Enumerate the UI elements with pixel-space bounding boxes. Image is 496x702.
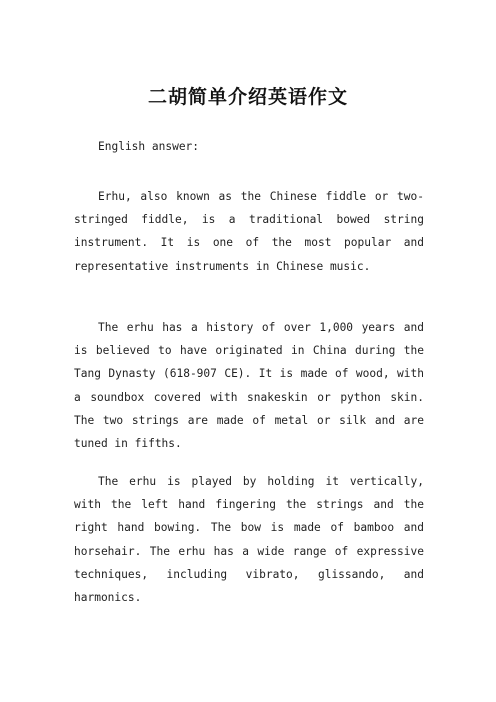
paragraph-history: The erhu has a history of over 1,000 years and is believed to have originated in China during the Tang Dynasty (618-907 CE). It is made of wood, with a soundbox covered with snakeskin or python skin. The two strings are made of metal or silk and are tuned in fifths.	[74, 321, 424, 451]
document-title: 二胡简单介绍英语作文	[147, 86, 348, 108]
paragraph-intro: Erhu, also known as the Chinese fiddle or two-stringed fiddle, is a traditional bowed string instrument. It is one of the most popular and representative instruments in Chinese music.	[74, 190, 424, 273]
section-heading: English answer:	[98, 140, 200, 153]
paragraph-playing: The erhu is played by holding it vertically, with the left hand fingering the strings and the right hand bowing. The bow is made of bamboo and horsehair. The erhu has a wide range of expressive techniques, including vibrato, glissando, and harmonics.	[74, 475, 424, 605]
